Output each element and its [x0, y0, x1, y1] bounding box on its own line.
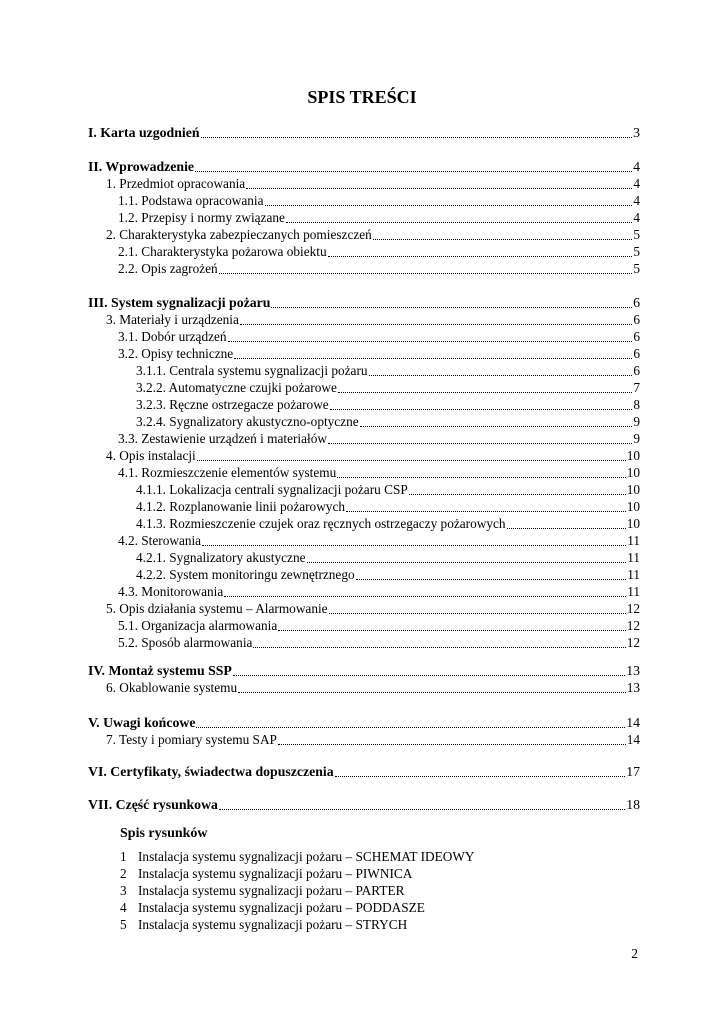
figure-title: Instalacja systemu sygnalizacji pożaru – PIWNICA	[138, 866, 413, 881]
toc-entry-page: 6	[633, 346, 640, 361]
toc-leader-dots	[201, 137, 633, 138]
toc-entry[interactable]	[106, 226, 640, 243]
toc-entry-label: 1. Przedmiot opracowania	[106, 176, 246, 191]
toc-entry-label: 5.1. Organizacja alarmowania	[118, 618, 278, 633]
toc-leader-dots	[271, 307, 632, 308]
toc-entry-page: 10	[626, 465, 640, 480]
toc-entry-label: 3.1.1. Centrala systemu sygnalizacji pożaru	[136, 363, 368, 378]
toc-entry-page: 5	[633, 227, 640, 242]
toc-leader-dots	[307, 562, 627, 563]
page-title: SPIS TREŚCI	[307, 87, 417, 107]
figure-list-item	[120, 899, 425, 916]
figure-number: 5	[120, 917, 127, 932]
toc-entry-label: 3.1. Dobór urządzeń	[118, 329, 227, 344]
toc-entry-label: 1.2. Przepisy i normy związane	[118, 210, 285, 225]
toc-leader-dots	[253, 647, 625, 648]
toc-entry-page: 18	[626, 797, 640, 812]
toc-entry-page: 6	[633, 295, 640, 310]
figure-number: 3	[120, 883, 127, 898]
toc-leader-dots	[369, 375, 633, 376]
toc-entry-page: 17	[626, 764, 640, 779]
toc-entry-label: 4.2.1. Sygnalizatory akustyczne	[136, 550, 306, 565]
figures-list-title: Spis rysunków	[120, 826, 208, 841]
toc-entry[interactable]	[88, 294, 640, 311]
toc-entry[interactable]	[136, 549, 640, 566]
toc-entry[interactable]	[106, 679, 640, 696]
toc-entry-page: 9	[633, 431, 640, 446]
toc-leader-dots	[238, 692, 626, 693]
toc-leader-dots	[195, 171, 632, 172]
toc-entry-page: 11	[627, 567, 640, 582]
toc-entry-label: 5. Opis działania systemu – Alarmowanie	[106, 601, 328, 616]
toc-entry-label: VI. Certyfikaty, świadectwa dopuszczenia	[88, 764, 334, 779]
toc-entry[interactable]	[136, 481, 640, 498]
toc-entry-label: 6. Okablowanie systemu	[106, 680, 238, 695]
toc-entry-label: 3.2. Opisy techniczne	[118, 346, 234, 361]
toc-entry[interactable]	[106, 731, 640, 748]
toc-entry[interactable]	[118, 583, 640, 600]
toc-leader-dots	[219, 809, 625, 810]
toc-leader-dots	[507, 528, 626, 529]
toc-entry-page: 11	[627, 550, 640, 565]
figure-number: 1	[120, 849, 127, 864]
toc-entry-page: 12	[626, 635, 640, 650]
toc-entry-page: 6	[633, 312, 640, 327]
toc-entry[interactable]	[136, 379, 640, 396]
toc-entry[interactable]	[118, 209, 640, 226]
toc-entry-label: 1.1. Podstawa opracowania	[118, 193, 264, 208]
toc-entry[interactable]	[136, 515, 640, 532]
toc-leader-dots	[202, 545, 626, 546]
toc-leader-dots	[234, 358, 632, 359]
toc-entry[interactable]	[118, 532, 640, 549]
toc-entry-page: 14	[626, 732, 640, 747]
toc-entry-page: 13	[626, 663, 640, 678]
toc-entry-page: 4	[633, 210, 640, 225]
toc-entry[interactable]	[118, 634, 640, 651]
toc-entry-label: I. Karta uzgodnień	[88, 125, 200, 140]
toc-entry-page: 10	[626, 516, 640, 531]
toc-leader-dots	[246, 188, 632, 189]
figure-title: Instalacja systemu sygnalizacji pożaru – PODDASZE	[138, 900, 425, 915]
toc-leader-dots	[224, 596, 626, 597]
toc-entry-page: 6	[633, 363, 640, 378]
toc-leader-dots	[329, 613, 626, 614]
toc-entry-label: 4. Opis instalacji	[106, 448, 196, 463]
toc-leader-dots	[360, 426, 633, 427]
toc-entry-page: 10	[626, 499, 640, 514]
toc-entry[interactable]	[136, 566, 640, 583]
toc-entry-page: 3	[633, 125, 640, 140]
toc-entry[interactable]	[88, 714, 640, 731]
toc-entry-label: 3. Materiały i urządzenia	[106, 312, 239, 327]
toc-leader-dots	[286, 222, 632, 223]
toc-entry-label: 4.2.2. System monitoringu zewnętrznego	[136, 567, 355, 582]
toc-entry-page: 4	[633, 159, 640, 174]
toc-entry-page: 12	[626, 618, 640, 633]
toc-entry[interactable]	[88, 124, 640, 141]
toc-entry-page: 4	[633, 176, 640, 191]
page-number: 2	[631, 946, 638, 961]
toc-leader-dots	[373, 239, 633, 240]
toc-entry-page: 5	[633, 261, 640, 276]
toc-entry-label: IV. Montaż systemu SSP	[88, 663, 232, 678]
toc-leader-dots	[337, 477, 625, 478]
toc-leader-dots	[197, 460, 626, 461]
toc-entry[interactable]	[106, 447, 640, 464]
toc-entry[interactable]	[118, 617, 640, 634]
toc-entry-label: 4.1.2. Rozplanowanie linii pożarowych	[136, 499, 346, 514]
toc-entry-label: II. Wprowadzenie	[88, 159, 195, 174]
toc-entry-label: VII. Część rysunkowa	[88, 797, 218, 812]
figure-title: Instalacja systemu sygnalizacji pożaru – STRYCH	[138, 917, 408, 932]
toc-entry-label: 2.2. Opis zagrożeń	[118, 261, 218, 276]
figure-title: Instalacja systemu sygnalizacji pożaru – SCHEMAT IDEOWY	[138, 849, 475, 864]
toc-entry[interactable]	[106, 600, 640, 617]
toc-entry[interactable]	[106, 311, 640, 328]
toc-entry-label: 2.1. Charakterystyka pożarowa obiektu	[118, 244, 327, 259]
toc-entry[interactable]	[88, 763, 640, 780]
toc-entry-label: 3.2.3. Ręczne ostrzegacze pożarowe	[136, 397, 329, 412]
toc-leader-dots	[335, 776, 626, 777]
toc-leader-dots	[228, 341, 633, 342]
toc-entry-label: 2. Charakterystyka zabezpieczanych pomieszczeń	[106, 227, 372, 242]
toc-entry-page: 9	[633, 414, 640, 429]
toc-entry-page: 5	[633, 244, 640, 259]
toc-entry-label: 3.2.2. Automatyczne czujki pożarowe	[136, 380, 337, 395]
toc-entry-label: 3.2.4. Sygnalizatory akustyczno-optyczne	[136, 414, 359, 429]
toc-entry[interactable]	[106, 175, 640, 192]
toc-entry-page: 12	[626, 601, 640, 616]
figure-list-item	[120, 865, 412, 882]
toc-entry[interactable]	[136, 413, 640, 430]
toc-leader-dots	[240, 324, 632, 325]
toc-leader-dots	[219, 273, 633, 274]
toc-leader-dots	[346, 511, 626, 512]
toc-entry-page: 4	[633, 193, 640, 208]
figure-number: 2	[120, 866, 127, 881]
toc-entry[interactable]	[118, 243, 640, 260]
toc-entry[interactable]	[136, 396, 640, 413]
toc-entry-page: 8	[633, 397, 640, 412]
toc-leader-dots	[278, 744, 626, 745]
toc-leader-dots	[328, 443, 632, 444]
toc-leader-dots	[356, 579, 627, 580]
toc-entry-page: 11	[627, 533, 640, 548]
toc-entry[interactable]	[88, 158, 640, 175]
toc-entry-label: 4.1. Rozmieszczenie elementów systemu	[118, 465, 337, 480]
figure-list-item	[120, 882, 404, 899]
figure-list-item	[120, 848, 475, 865]
toc-entry-label: III. System sygnalizacji pożaru	[88, 295, 271, 310]
toc-entry-label: 4.1.3. Rozmieszczenie czujek oraz ręcznych ostrzegaczy pożarowych	[136, 516, 506, 531]
toc-leader-dots	[196, 727, 625, 728]
toc-entry-label: 4.1.1. Lokalizacja centrali sygnalizacji pożaru CSP	[136, 482, 408, 497]
toc-leader-dots	[409, 494, 626, 495]
toc-entry[interactable]	[136, 498, 640, 515]
toc-entry-page: 6	[633, 329, 640, 344]
toc-entry-label: V. Uwagi końcowe	[88, 715, 196, 730]
toc-entry-page: 7	[633, 380, 640, 395]
figure-list-item	[120, 916, 407, 933]
toc-entry-label: 4.2. Sterowania	[118, 533, 202, 548]
toc-entry[interactable]	[118, 464, 640, 481]
toc-entry-page: 11	[627, 584, 640, 599]
toc-entry-label: 7. Testy i pomiary systemu SAP	[106, 732, 277, 747]
toc-entry[interactable]	[136, 362, 640, 379]
toc-entry-page: 13	[626, 680, 640, 695]
toc-entry[interactable]	[88, 796, 640, 813]
toc-leader-dots	[278, 630, 625, 631]
toc-entry[interactable]	[118, 345, 640, 362]
figure-title: Instalacja systemu sygnalizacji pożaru – PARTER	[138, 883, 405, 898]
toc-entry-label: 3.3. Zestawienie urządzeń i materiałów	[118, 431, 327, 446]
toc-entry[interactable]	[118, 328, 640, 345]
toc-leader-dots	[338, 392, 632, 393]
figure-number: 4	[120, 900, 127, 915]
toc-entry-page: 10	[626, 448, 640, 463]
toc-entry-page: 10	[626, 482, 640, 497]
toc-entry-page: 14	[626, 715, 640, 730]
toc-leader-dots	[233, 675, 625, 676]
toc-entry[interactable]	[88, 662, 640, 679]
toc-leader-dots	[330, 409, 633, 410]
toc-entry[interactable]	[118, 192, 640, 209]
toc-entry-label: 5.2. Sposób alarmowania	[118, 635, 253, 650]
toc-leader-dots	[265, 205, 633, 206]
toc-entry-label: 4.3. Monitorowania	[118, 584, 224, 599]
toc-entry[interactable]	[118, 260, 640, 277]
toc-entry[interactable]	[118, 430, 640, 447]
toc-leader-dots	[328, 256, 633, 257]
